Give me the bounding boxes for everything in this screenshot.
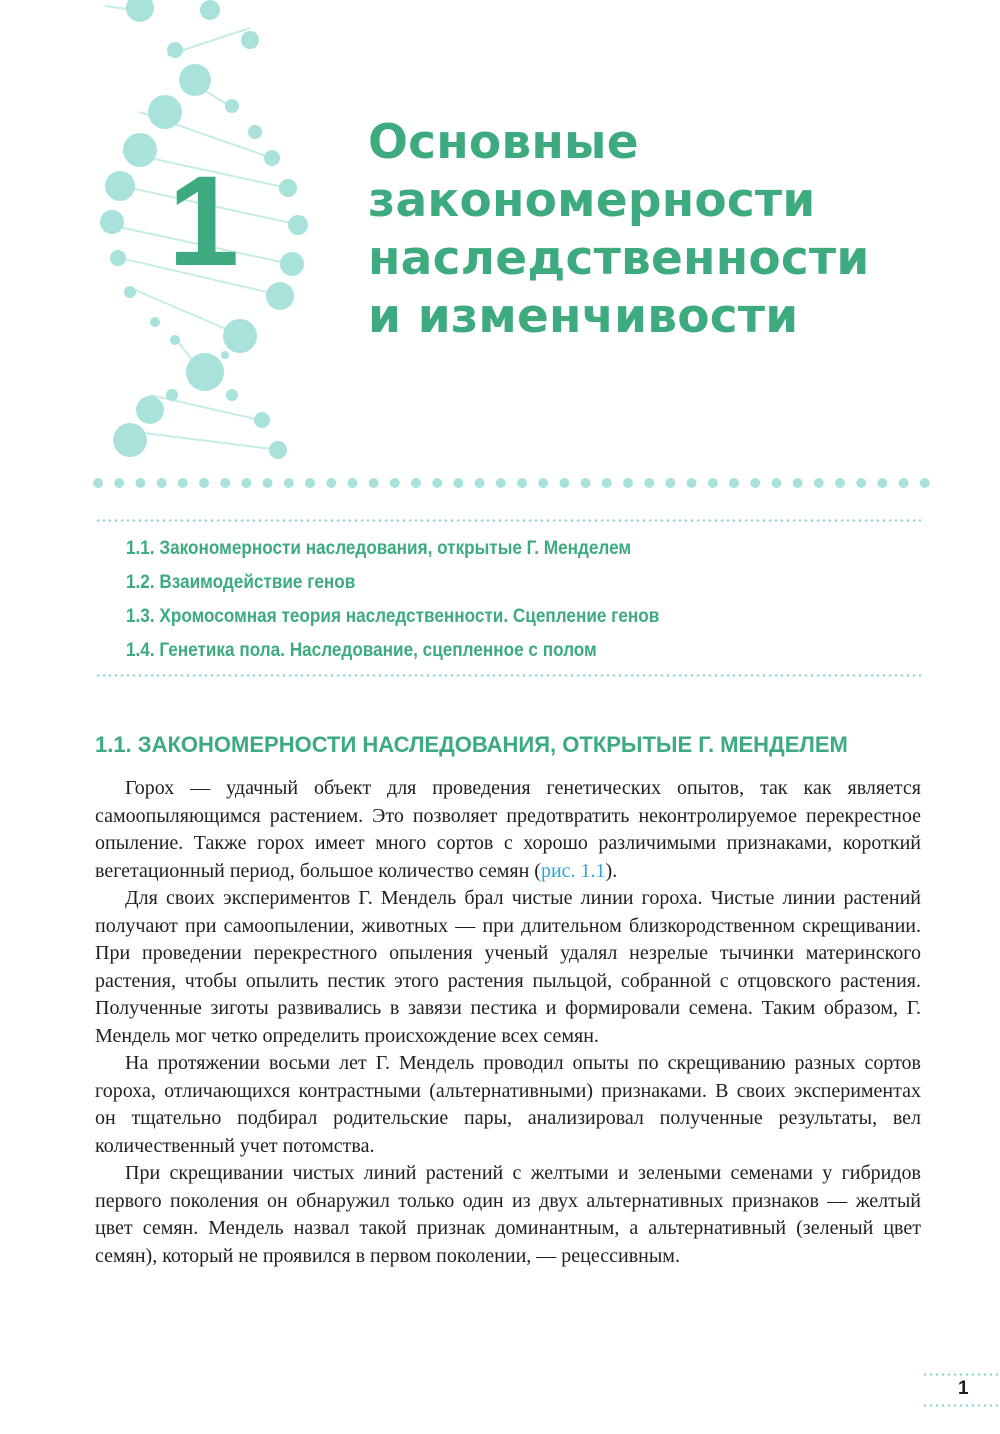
bead: [835, 478, 845, 488]
bead: [750, 478, 760, 488]
paragraph-1-text: Горох — удачный объект для проведения генетических опытов, так как является самоопыляющимся растением. Это позволяет предотвратить неконтролируемое перекрестное опыление. Также горох имеет много сортов с хорошо различимыми признаками, короткий вегетационный период, большое количество семян (: [95, 777, 921, 882]
bead: [157, 478, 167, 488]
bead: [135, 478, 145, 488]
bead: [665, 478, 675, 488]
page-number-top-dots: [922, 1373, 998, 1376]
bead: [708, 478, 718, 488]
toc-top-divider: [95, 519, 923, 522]
bead: [199, 478, 209, 488]
chapter-number: 1: [168, 150, 240, 293]
bead: [899, 478, 909, 488]
bead: [114, 478, 124, 488]
bead: [220, 478, 230, 488]
bead: [241, 478, 251, 488]
bead: [623, 478, 633, 488]
chapter-title-line-2: закономерности: [368, 173, 816, 228]
bead: [602, 478, 612, 488]
toc-item-1-3[interactable]: 1.3. Хромосомная теория наследственности. Сцепление генов: [126, 605, 660, 627]
bead: [263, 478, 273, 488]
bead: [856, 478, 866, 488]
paragraph-1-end: ).: [605, 859, 618, 882]
bead: [93, 478, 103, 488]
toc-item-1-2[interactable]: 1.2. Взаимодействие генов: [126, 571, 356, 593]
paragraph-2: Для своих экспериментов Г. Мендель брал чистые линии гороха. Чистые линии растений получают при самоопылении, животных — при длительном близкородственном скрещивании. При проведении перекрестного опыления ученый удалял незрелые тычинки материнского растения, чтобы опылить пестик этого растения пыльцой, собранной с отцовского растения. Полученные зиготы развивались в завязи пестика и формировали семена. Таким образом, Г. Мендель мог четко определить происхождение всех семян.: [95, 887, 921, 1047]
paragraph-4: При скрещивании чистых линий растений с желтыми и зелеными семенами у гибридов первого поколения он обнаружил только один из двух альтернативных признаков — желтый цвет семян. Мендель назвал такой признак доминантным, а альтернативный (зеленый цвет семян), который не проявился в первом поколении, — рецессивным.: [95, 1162, 921, 1267]
table-of-contents: [126, 531, 732, 667]
section-heading: 1.1. ЗАКОНОМЕРНОСТИ НАСЛЕДОВАНИЯ, ОТКРЫТЫЕ Г. МЕНДЕЛЕМ: [95, 732, 848, 757]
bead: [581, 478, 591, 488]
bead: [920, 478, 930, 488]
chapter-title-line-3: наследственности: [368, 231, 870, 286]
paragraph-1: [95, 775, 921, 885]
page-number: 1: [958, 1378, 969, 1399]
bead: [771, 478, 781, 488]
paragraph-3: На протяжении восьми лет Г. Мендель проводил опыты по скрещиванию разных сортов гороха, отличающихся контрастными (альтернативными) признаками. В своих экспериментах он тщательно подбирал родительские пары, анализировал полученные результаты, вел количественный учет потомства.: [95, 1052, 921, 1157]
dna-helix-decoration: [0, 0, 330, 470]
bead: [793, 478, 803, 488]
bead: [517, 478, 527, 488]
chapter-title: [368, 114, 870, 346]
bead: [496, 478, 506, 488]
bead: [877, 478, 887, 488]
bead: [453, 478, 463, 488]
bead: [538, 478, 548, 488]
bead: [369, 478, 379, 488]
bead: [347, 478, 357, 488]
bead: [411, 478, 421, 488]
bead-divider: [92, 476, 932, 490]
bead: [644, 478, 654, 488]
bead: [729, 478, 739, 488]
bead: [475, 478, 485, 488]
bead: [432, 478, 442, 488]
chapter-title-line-1: Основные: [368, 115, 639, 170]
toc-item-1-1[interactable]: 1.1. Закономерности наследования, открытые Г. Менделем: [126, 537, 632, 559]
bead: [814, 478, 824, 488]
bead: [305, 478, 315, 488]
toc-bottom-divider: [95, 674, 923, 677]
body-text: [95, 775, 921, 1270]
bead: [687, 478, 697, 488]
bead: [284, 478, 294, 488]
chapter-title-line-4: и изменчивости: [368, 289, 799, 344]
bead: [178, 478, 188, 488]
figure-reference-link[interactable]: рис. 1.1: [540, 859, 606, 882]
page-number-bottom-dots: [922, 1404, 998, 1407]
toc-item-1-4[interactable]: 1.4. Генетика пола. Наследование, сцепленное с полом: [126, 639, 597, 661]
bead: [326, 478, 336, 488]
bead: [559, 478, 569, 488]
bead: [390, 478, 400, 488]
